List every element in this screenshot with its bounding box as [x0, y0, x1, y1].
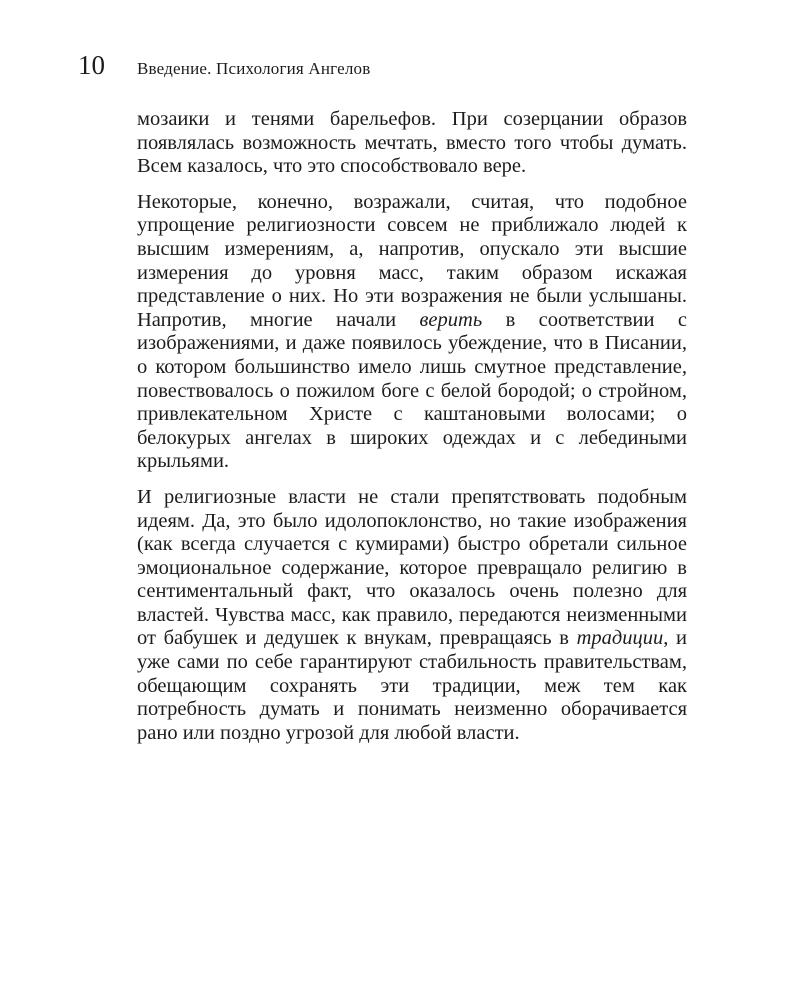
- paragraph-2-text-end: в соответствии с изображениями, и даже появилось убеждение, что в Писании, о котором большинство имело лишь смутное представление, повествовалось о пожилом боге с белой бородой; о стройном, привлекательном Христе с каштановыми волосами; о белокурых ангелах в широких одеждах и с лебедиными крыльями.: [137, 308, 687, 473]
- paragraph-3: [137, 486, 687, 746]
- paragraph-3-text-start: И религиозные власти не стали препятствовать подобным идеям. Да, это было идолопоклонство, но такие изображения (как всегда случается с кумирами) быстро обретали сильное эмоциональное содержание, которое превращало религию в сентиментальный факт, что оказалось очень полезно для властей. Чувства масс, как правило, передаются неизменными от бабушек и дедушек к внукам, превращаясь в: [137, 485, 687, 650]
- paragraph-1: [137, 108, 687, 179]
- body-text: [137, 108, 687, 757]
- italic-word-verit: верить: [419, 308, 483, 331]
- italic-word-traditsii: традиции: [576, 627, 664, 650]
- paragraph-2-text-start: Некоторые, конечно, возражали, считая, что подобное упрощение религиозности совсем не приближало людей к высшим измерениям, а, напротив, опускало эти высшие измерения до уровня масс, таким образом искажая представление о них. Но эти возражения не были услышаны. Напротив, многие начали: [137, 190, 687, 331]
- paragraph-1-text: мозаики и тенями барельефов. При созерцании образов появлялась возможность мечтать, вместо того чтобы думать. Всем казалось, что это способствовало вере.: [137, 108, 687, 178]
- paragraph-2: [137, 191, 687, 474]
- running-header: [78, 50, 370, 82]
- paragraph-3-text-end: , и уже сами по себе гарантируют стабильность правительствам, обещающим сохранять эти традиции, меж тем как потребность думать и понимать неизменно оборачивается рано или поздно угрозой для любой власти.: [137, 627, 687, 744]
- running-title: Введение. Психология Ангелов: [137, 59, 371, 78]
- page-number: 10: [78, 50, 105, 80]
